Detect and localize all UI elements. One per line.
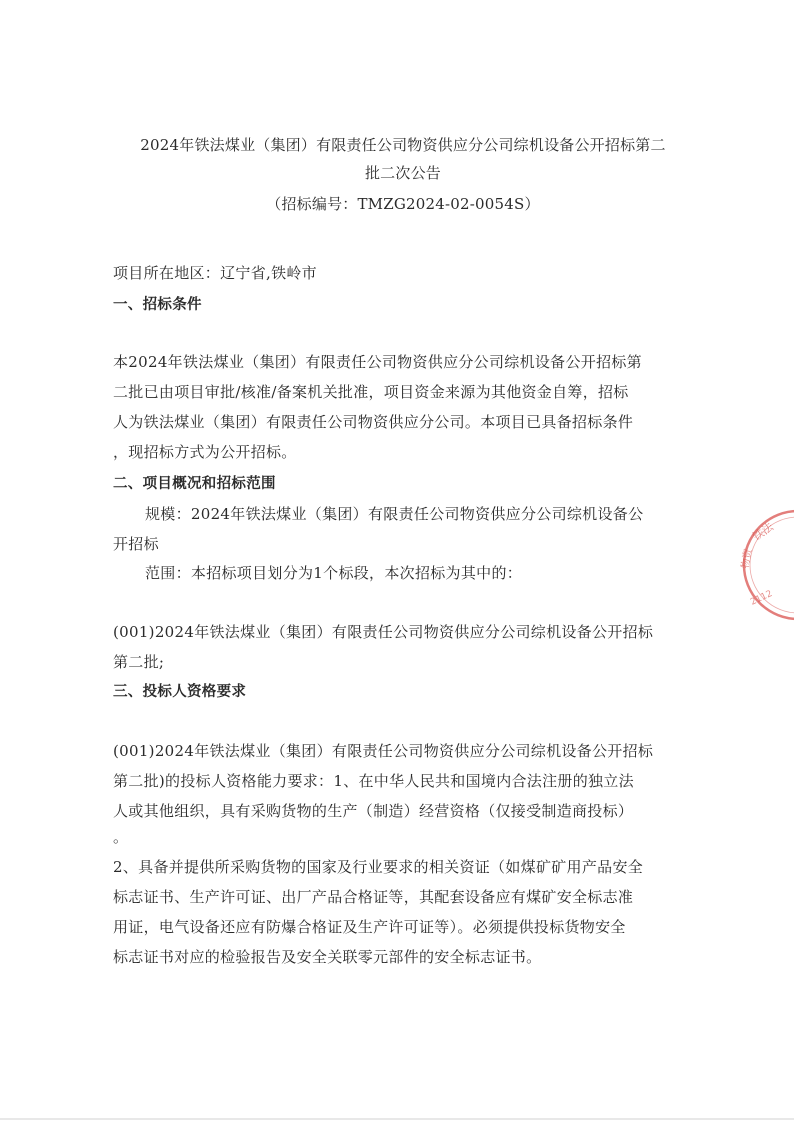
section-3-line: 用证，电气设备还应有防爆合格证及生产许可证等）。必须提供投标货物安全 <box>113 918 626 936</box>
lot-line: 第二批; <box>113 653 165 671</box>
svg-text:铁法: 铁法 <box>750 520 776 544</box>
title-line-1: 2024年铁法煤业（集团）有限责任公司物资供应分公司综机设备公开招标第二 <box>140 136 666 154</box>
section-1-line: ，现招标方式为公开招标。 <box>113 443 297 461</box>
tender-code: （招标编号：TMZG2024-02-0054S） <box>266 195 540 213</box>
project-region: 项目所在地区：辽宁省,铁岭市 <box>113 264 317 282</box>
svg-text:物资: 物资 <box>740 547 755 570</box>
section-3-line: 第二批)的投标人资格能力要求：1、在中华人民共和国境内合法注册的独立法 <box>113 772 634 790</box>
official-seal-icon <box>738 505 794 625</box>
section-2-heading: 二、项目概况和招标范围 <box>113 476 276 492</box>
section-3-line: 人或其他组织，具有采购货物的生产（制造）经营资格（仅接受制造商投标） <box>113 802 634 820</box>
section-3-line: (001)2024年铁法煤业（集团）有限责任公司物资供应分公司综机设备公开招标 <box>113 742 654 760</box>
section-3-line: 2、具备并提供所采购货物的国家及行业要求的相关资证（如煤矿矿用产品安全 <box>113 858 644 876</box>
section-3-line: 标志证书对应的检验报告及安全关联零元部件的安全标志证书。 <box>113 948 542 966</box>
section-1-line: 人为铁法煤业（集团）有限责任公司物资供应分公司。本项目已具备招标条件 <box>113 413 634 431</box>
section-3-line: 标志证书、生产许可证、出厂产品合格证等，其配套设备应有煤矿安全标志准 <box>113 888 634 906</box>
page-edge-divider <box>0 1118 794 1120</box>
title-line-2: 批二次公告 <box>364 164 441 182</box>
section-1-heading: 一、招标条件 <box>113 297 202 313</box>
scope-line: 范围：本招标项目划分为1个标段，本次招标为其中的： <box>145 564 523 582</box>
section-3-line: 。 <box>113 828 129 846</box>
scale-line: 开招标 <box>113 535 159 553</box>
lot-line: (001)2024年铁法煤业（集团）有限责任公司物资供应分公司综机设备公开招标 <box>113 623 654 641</box>
section-1-line: 二批已由项目审批/核准/备案机关批准，项目资金来源为其他资金自筹，招标 <box>113 383 629 401</box>
svg-text:2112: 2112 <box>749 588 775 608</box>
section-1-line: 本2024年铁法煤业（集团）有限责任公司物资供应分公司综机设备公开招标第 <box>113 353 642 371</box>
section-3-heading: 三、投标人资格要求 <box>113 684 247 700</box>
scale-line: 规模：2024年铁法煤业（集团）有限责任公司物资供应分公司综机设备公 <box>145 505 644 523</box>
